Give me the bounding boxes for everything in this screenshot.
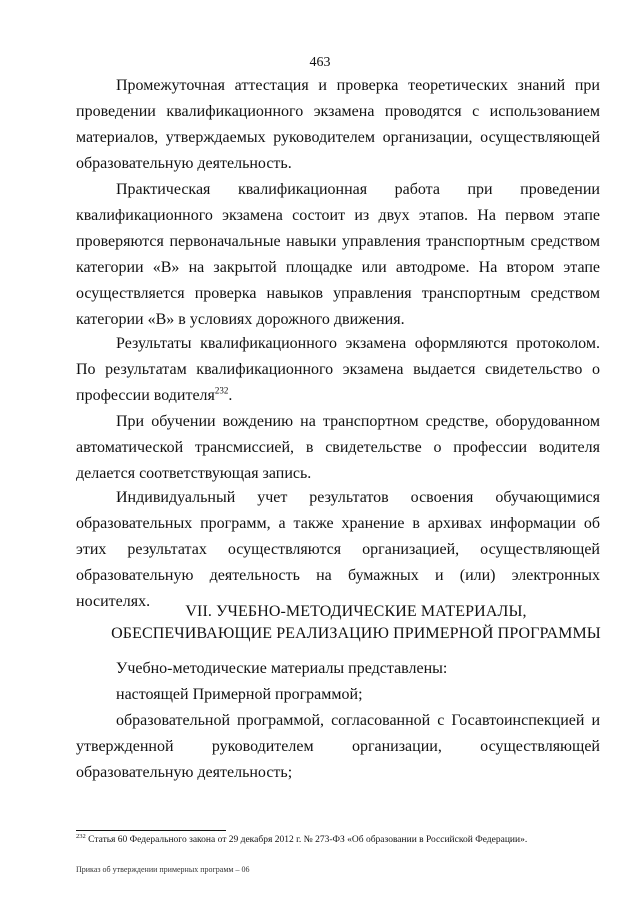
- page-number: 463: [309, 55, 331, 70]
- paragraph-text-end: .: [228, 387, 233, 404]
- footnote-reference: 232: [214, 385, 229, 396]
- paragraph-exam-results: [76, 331, 600, 409]
- page-footer: Приказ об утверждении примерных программ – 06: [76, 865, 250, 874]
- paragraph-text: образовательной программой, согласованной с Госавтоинспекцией и утвержденной руководителем организации, осуществляющей образовательную деятельность;: [76, 712, 600, 781]
- paragraph-practical-work: [76, 177, 600, 333]
- paragraph-individual-records: [76, 485, 600, 615]
- paragraph-text: настоящей Примерной программой;: [116, 686, 363, 703]
- section-heading-line-2: ОБЕСПЕЧИВАЮЩИЕ РЕАЛИЗАЦИЮ ПРИМЕРНОЙ ПРОГРАММЫ: [111, 625, 601, 642]
- paragraph-text: Промежуточная аттестация и проверка теоретических знаний при проведении квалификационного экзамена проводятся с использованием материалов, утверждаемых руководителем организации, осуществляющей образовательную деятельность.: [76, 77, 600, 172]
- paragraph-automatic-transmission: [76, 409, 600, 487]
- paragraph-text: [76, 331, 600, 409]
- paragraph-text-main: Результаты квалификационного экзамена оформляются протоколом. По результатам квалификационного экзамена выдается свидетельство о профессии водителя: [76, 335, 600, 404]
- section-heading-line-1: VII. УЧЕБНО-МЕТОДИЧЕСКИЕ МАТЕРИАЛЫ,: [185, 603, 527, 620]
- footnote-divider: [76, 830, 226, 831]
- paragraph-text: Индивидуальный учет результатов освоения обучающимися образовательных программ, а также хранение в архивах информации об этих результатах осуществляются организацией, осуществляющей образовательную деятельность на бумажных и (или) электронных носителях.: [76, 489, 600, 610]
- paragraph-intermediate-attestation: [76, 73, 600, 177]
- paragraph-text: Практическая квалификационная работа при проведении квалификационного экзамена состоит из двух этапов. На первом этапе проверяются первоначальные навыки управления транспортным средством категории «B» на закрытой площадке или автодроме. На втором этапе осуществляется проверка навыков управления транспортным средством категории «B» в условиях дорожного движения.: [76, 181, 600, 328]
- materials-item-educational-program: [76, 708, 600, 786]
- materials-intro: [76, 656, 600, 682]
- paragraph-text: Учебно-методические материалы представлены:: [116, 660, 448, 677]
- materials-item-program: [76, 682, 600, 708]
- footnote: [76, 834, 616, 846]
- section-heading: [76, 601, 636, 645]
- footnote-text: Статья 60 Федерального закона от 29 декабря 2012 г. № 273-ФЗ «Об образовании в Российской Федерации».: [85, 835, 528, 845]
- paragraph-text: При обучении вождению на транспортном средстве, оборудованном автоматической трансмиссией, в свидетельстве о профессии водителя делается соответствующая запись.: [76, 413, 600, 482]
- footnote-number: 232: [76, 832, 86, 840]
